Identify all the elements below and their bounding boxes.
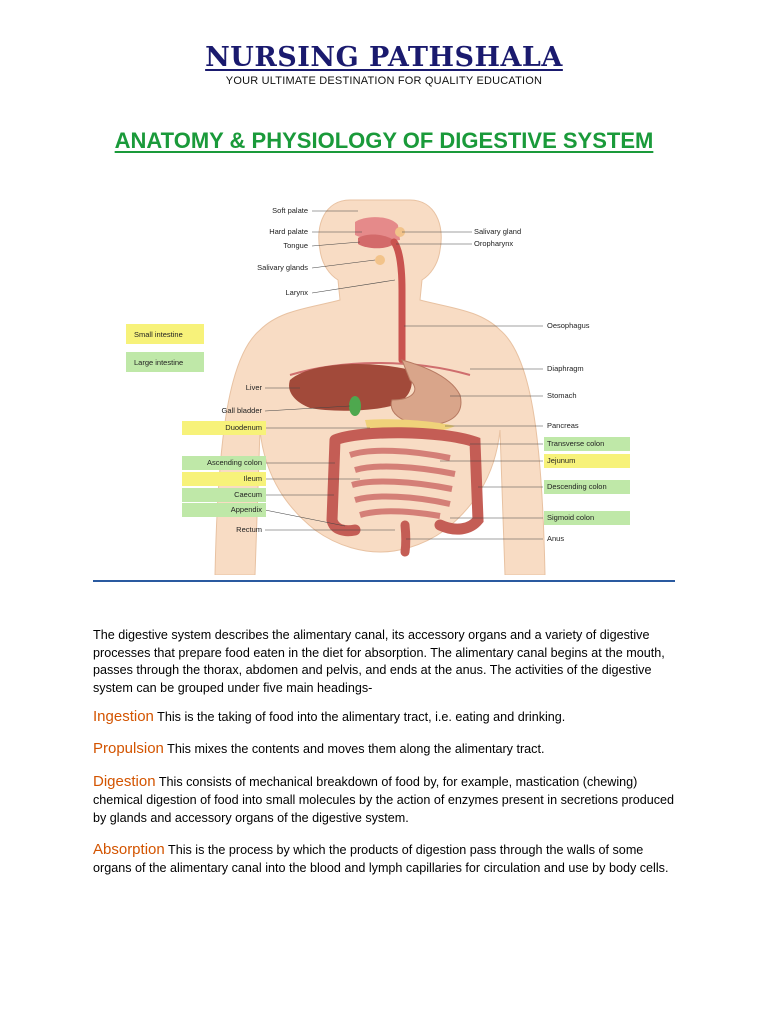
- digestive-system-diagram: [110, 180, 650, 575]
- section-text: This consists of mechanical breakdown of food by, for example, mastication (chewing) chemical digestion of food into small molecules by the action of enzymes present in secretions produced by glands and accessory organs of the digestive system.: [93, 775, 675, 825]
- gallbladder-shape: [349, 396, 361, 416]
- brand-tagline: YOUR ULTIMATE DESTINATION FOR QUALITY EDUCATION: [225, 75, 543, 87]
- brand-title: NURSING PATHSHALA: [205, 42, 563, 73]
- section-text: This is the taking of food into the alimentary tract, i.e. eating and drinking.: [157, 710, 566, 724]
- section-absorption: [93, 841, 675, 877]
- section-digestion: [93, 773, 675, 827]
- label-rectum: Rectum: [236, 525, 262, 534]
- label-soft-palate: Soft palate: [272, 206, 308, 215]
- section-propulsion: [93, 740, 675, 758]
- legend-small-intestine: Small intestine: [134, 330, 183, 339]
- label-duodenum: Duodenum: [225, 423, 262, 432]
- section-divider: [93, 580, 675, 582]
- label-ascending-colon: Ascending colon: [206, 458, 262, 467]
- label-descending-colon: Descending colon: [547, 482, 607, 491]
- label-larynx: Larynx: [285, 288, 308, 297]
- section-text: This is the process by which the products of digestion pass through the walls of some organs of the alimentary canal into the blood and lymph capillaries for circulation and use by body cells.: [93, 843, 669, 875]
- section-term: Absorption: [93, 841, 165, 858]
- label-appendix: Appendix: [230, 505, 262, 514]
- legend-large-intestine: Large intestine: [134, 358, 184, 367]
- label-caecum: Caecum: [234, 490, 262, 499]
- intro-paragraph: The digestive system describes the alimentary canal, its accessory organs and a variety of digestive processes that prepare food eaten in the diet for absorption. The alimentary canal begins at the mouth, passes through the thorax, abdomen and pelvis, and ends at the anus. The activities of the digestive system can be grouped under five main headings-: [93, 628, 665, 695]
- section-term: Digestion: [93, 773, 156, 790]
- label-anus: Anus: [547, 534, 565, 543]
- document-title: ANATOMY & PHYSIOLOGY OF DIGESTIVE SYSTEM: [114, 128, 654, 153]
- section-ingestion: [93, 708, 675, 726]
- label-jejunum: Jejunum: [547, 456, 576, 465]
- label-tongue: Tongue: [283, 241, 308, 250]
- section-text: This mixes the contents and moves them along the alimentary tract.: [167, 742, 545, 756]
- label-sigmoid-colon: Sigmoid colon: [547, 513, 595, 522]
- label-pancreas: Pancreas: [547, 421, 579, 430]
- label-oesophagus: Oesophagus: [547, 321, 590, 330]
- label-stomach: Stomach: [547, 391, 577, 400]
- label-oropharynx: Oropharynx: [474, 239, 514, 248]
- label-gall-bladder: Gall bladder: [221, 406, 262, 415]
- rectum-shape: [405, 525, 406, 552]
- label-salivary-glands: Salivary glands: [257, 263, 308, 272]
- label-diaphragm: Diaphragm: [547, 364, 584, 373]
- section-term: Ingestion: [93, 708, 154, 725]
- section-term: Propulsion: [93, 740, 164, 757]
- label-ileum: Ileum: [243, 474, 262, 483]
- label-hard-palate: Hard palate: [269, 227, 308, 236]
- label-transverse-colon: Transverse colon: [547, 439, 605, 448]
- label-salivary-gland: Salivary gland: [474, 227, 522, 236]
- label-liver: Liver: [245, 383, 262, 392]
